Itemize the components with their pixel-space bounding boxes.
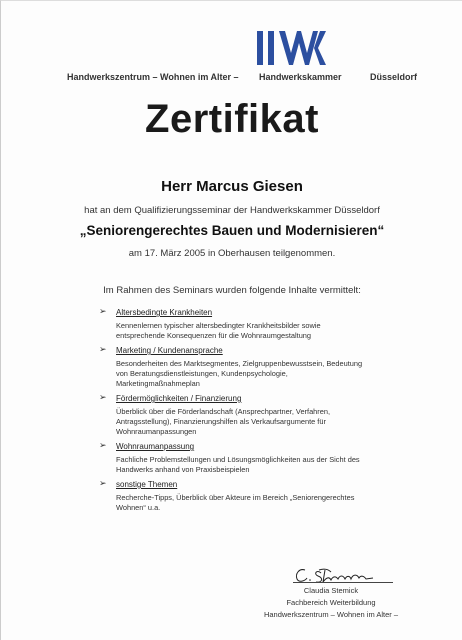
topic-description: Fachliche Problemstellungen und Lösungsmöglichkeiten aus der Sicht des Handwerks anhand von Praxisbeispielen	[116, 455, 360, 474]
topic-description: Überblick über die Förderlandschaft (Ansprechpartner, Verfahren, Antragsstellung), Finanzierungshilfen als Verkaufsargumente für Wohnraumanpassungen	[116, 407, 331, 436]
participation-line-2: am 17. März 2005 in Oberhausen teilgenommen.	[128, 248, 336, 259]
arrow-bullet-icon: ➢	[99, 306, 107, 316]
topic-item	[99, 307, 369, 341]
header-middle-text: Handwerkskammer	[259, 72, 342, 82]
topic-description: Besonderheiten des Marktsegmentes, Zielgruppenbewusstsein, Bedeutung von Beratungsdienstleistungen, Kundenpsychologie, Marketingmaßnahmeplan	[116, 359, 363, 388]
topic-title: Marketing / Kundenansprache	[116, 346, 223, 355]
topic-item	[99, 345, 369, 389]
signatory-department: Fachbereich Weiterbildung	[286, 598, 376, 607]
topic-title: Wohnraumanpassung	[116, 442, 195, 451]
topic-title: Fördermöglichkeiten / Finanzierung	[116, 394, 242, 403]
signature-line	[293, 582, 393, 583]
topic-title: sonstige Themen	[116, 480, 178, 489]
topics-intro: Im Rahmen des Seminars wurden folgende Inhalte vermittelt:	[103, 285, 361, 296]
certificate-title: Zertifikat	[145, 97, 319, 141]
arrow-bullet-icon: ➢	[99, 478, 107, 488]
topic-description: Kennenlernen typischer altersbedingter Krankheitsbilder sowie entsprechende Konsequenzen für die Wohnraumgestaltung	[116, 321, 321, 340]
signatory-name: Claudia Stemick	[303, 586, 359, 595]
signatory-organization: Handwerkszentrum – Wohnen im Alter –	[263, 610, 399, 619]
arrow-bullet-icon: ➢	[99, 344, 107, 354]
header-left-text: Handwerkszentrum – Wohnen im Alter –	[67, 72, 239, 82]
topic-title: Altersbedingte Krankheiten	[116, 308, 213, 317]
seminar-title: „Seniorengerechtes Bauen und Modernisieren“	[79, 223, 385, 238]
topic-description: Recherche-Tipps, Überblick über Akteure im Bereich „Seniorengerechtes Wohnen“ u.a.	[116, 493, 355, 512]
recipient-name: Herr Marcus Giesen	[161, 178, 303, 195]
participation-line-1: hat an dem Qualifizierungsseminar der Handwerkskammer Düsseldorf	[84, 205, 380, 216]
arrow-bullet-icon: ➢	[99, 392, 107, 402]
topic-item	[99, 479, 369, 513]
topic-item	[99, 441, 369, 475]
topics-list	[99, 307, 369, 517]
arrow-bullet-icon: ➢	[99, 440, 107, 450]
header-right-text: Düsseldorf	[370, 72, 418, 82]
hwk-logo	[256, 31, 328, 65]
topic-item	[99, 393, 369, 437]
